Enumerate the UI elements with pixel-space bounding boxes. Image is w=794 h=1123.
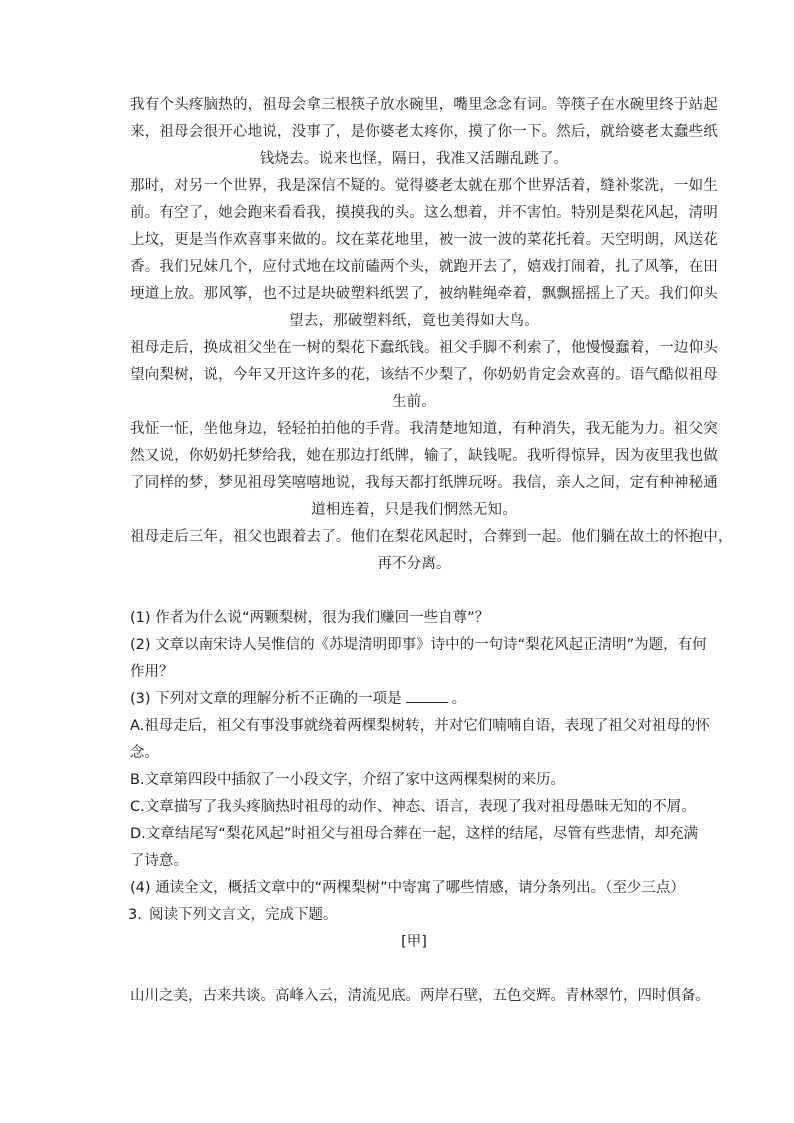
text-line: 我怔一怔，坐他身边，轻轻拍拍他的手背。我清楚地知道，有种消失，我无能为力。祖父突	[130, 421, 718, 437]
option-b: B.文章第四段中插叙了一小段文字，介绍了家中这两棵梨树的来历。	[130, 772, 566, 788]
question-3-text: (3) 下列对文章的理解分析不正确的一项是	[130, 691, 402, 707]
text-line: 然又说，你奶奶托梦给我，她在那边打纸牌，输了，缺钱呢。我听得惊异，因为夜里我也做	[130, 448, 718, 464]
text-line: 香。我们兄妹几个，应付式地在坟前磕两个头，就跑开去了，嬉戏打闹着，扎了风筝，在田	[130, 259, 718, 275]
question-1: (1) 作者为什么说“两颗梨树，很为我们赚回一些自尊”？	[130, 610, 490, 626]
passage-paragraph-5	[130, 524, 733, 578]
text-line: 再不分离。	[377, 556, 451, 572]
option-a-line-1: A.祖母走后，祖父有事没事就绕着两棵梨树转，并对它们喃喃自语，表现了祖父对祖母的怀	[130, 718, 710, 734]
question-3-punct: 。	[451, 691, 467, 707]
text-line: 祖母走后三年，祖父也跟着去了。他们在梨花风起时，合葬到一起。他们躺在故土的怀抱中，	[130, 529, 733, 545]
section-3-number: 3.	[128, 907, 142, 923]
text-line: 望去，那破塑料纸，竟也美得如大鸟。	[289, 313, 539, 329]
text-line: 上坟，更是当作欢喜事来做的。坟在菜花地里，被一波一波的菜花托着。天空明朗，风送花	[130, 232, 718, 248]
passage-paragraph-3	[130, 335, 718, 416]
option-d-line-1: D.文章结尾写“梨花风起”时祖父与祖母合葬在一起，这样的结尾，尽管有些悲情，却充满	[130, 826, 698, 842]
spacer	[130, 956, 698, 983]
spacer	[130, 578, 698, 605]
question-list	[128, 605, 710, 1010]
text-line: 前。有空了，她会跑来看看我，摸摸我的头。这么想着，并不害怕。特别是梨花风起，清明	[130, 205, 718, 221]
question-3	[130, 686, 698, 713]
part-label: [甲]	[401, 934, 427, 950]
answer-blank[interactable]	[406, 687, 448, 703]
question-2-line-1: (2) 文章以南宋诗人吴惟信的《苏堤清明即事》诗中的一句诗“梨花风起正清明”为题，有何	[130, 637, 707, 653]
section-3-heading	[130, 902, 698, 929]
option-d-line-2: 了诗意。	[130, 853, 188, 869]
document-page	[128, 92, 733, 1010]
passage-paragraph-2	[130, 173, 718, 335]
text-line: 埂道上放。那风筝，也不过是块破塑料纸罢了，被纳鞋绳牵着，飘飘摇摇上了天。我们仰头	[130, 286, 718, 302]
text-line: 祖母走后，换成祖父坐在一树的梨花下蠢纸钱。祖父手脚不利索了，他慢慢蠢着，一边仰头	[130, 340, 718, 356]
text-line: 了同样的梦，梦见祖母笑嘻嘻地说，我每天都打纸牌玩呀。我信，亲人之间，定有种神秘通	[130, 475, 718, 491]
option-c: C.文章描写了我头疼脑热时祖母的动作、神态、语言，表现了我对祖母愚昧无知的不屑。	[130, 799, 696, 815]
passage-paragraph-4	[130, 416, 718, 524]
question-2-line-2: 作用？	[130, 664, 174, 680]
text-line: 钱烧去。说来也怪，隔日，我准又活蹦乱跳了。	[259, 151, 569, 167]
section-3-instruction: 阅读下列文言文，完成下题。	[149, 907, 338, 923]
question-4: (4) 通读全文，概括文章中的“两棵梨树”中寄寓了哪些情感，请分条列出。（至少三点）	[130, 880, 685, 896]
option-a-line-2: 念。	[130, 745, 159, 761]
text-line: 那时，对另一个世界，我是深信不疑的。觉得婆老太就在那个世界活着，缝补浆洗，一如生	[130, 178, 718, 194]
text-line: 我有个头疼脑热的，祖母会拿三根筷子放水碗里，嘴里念念有词。等筷子在水碗里终于站起	[130, 97, 718, 113]
text-line: 生前。	[391, 394, 437, 410]
text-line: 望向梨树，说，今年又开这许多的花，该结不少梨了，你奶奶肯定会欢喜的。语气酷似祖母	[130, 367, 718, 383]
text-line: 来，祖母会很开心地说，没事了，是你婆老太疼你，摸了你一下。然后，就给婆老太蠢些纸	[130, 124, 718, 140]
passage-paragraph-1	[130, 92, 718, 173]
text-line: 道相连着，只是我们惘然无知。	[311, 502, 517, 518]
classical-text-line: 山川之美，古来共谈。高峰入云，清流见底。两岸石壁，五色交辉。青林翠竹，四时俱备。	[130, 988, 710, 1004]
